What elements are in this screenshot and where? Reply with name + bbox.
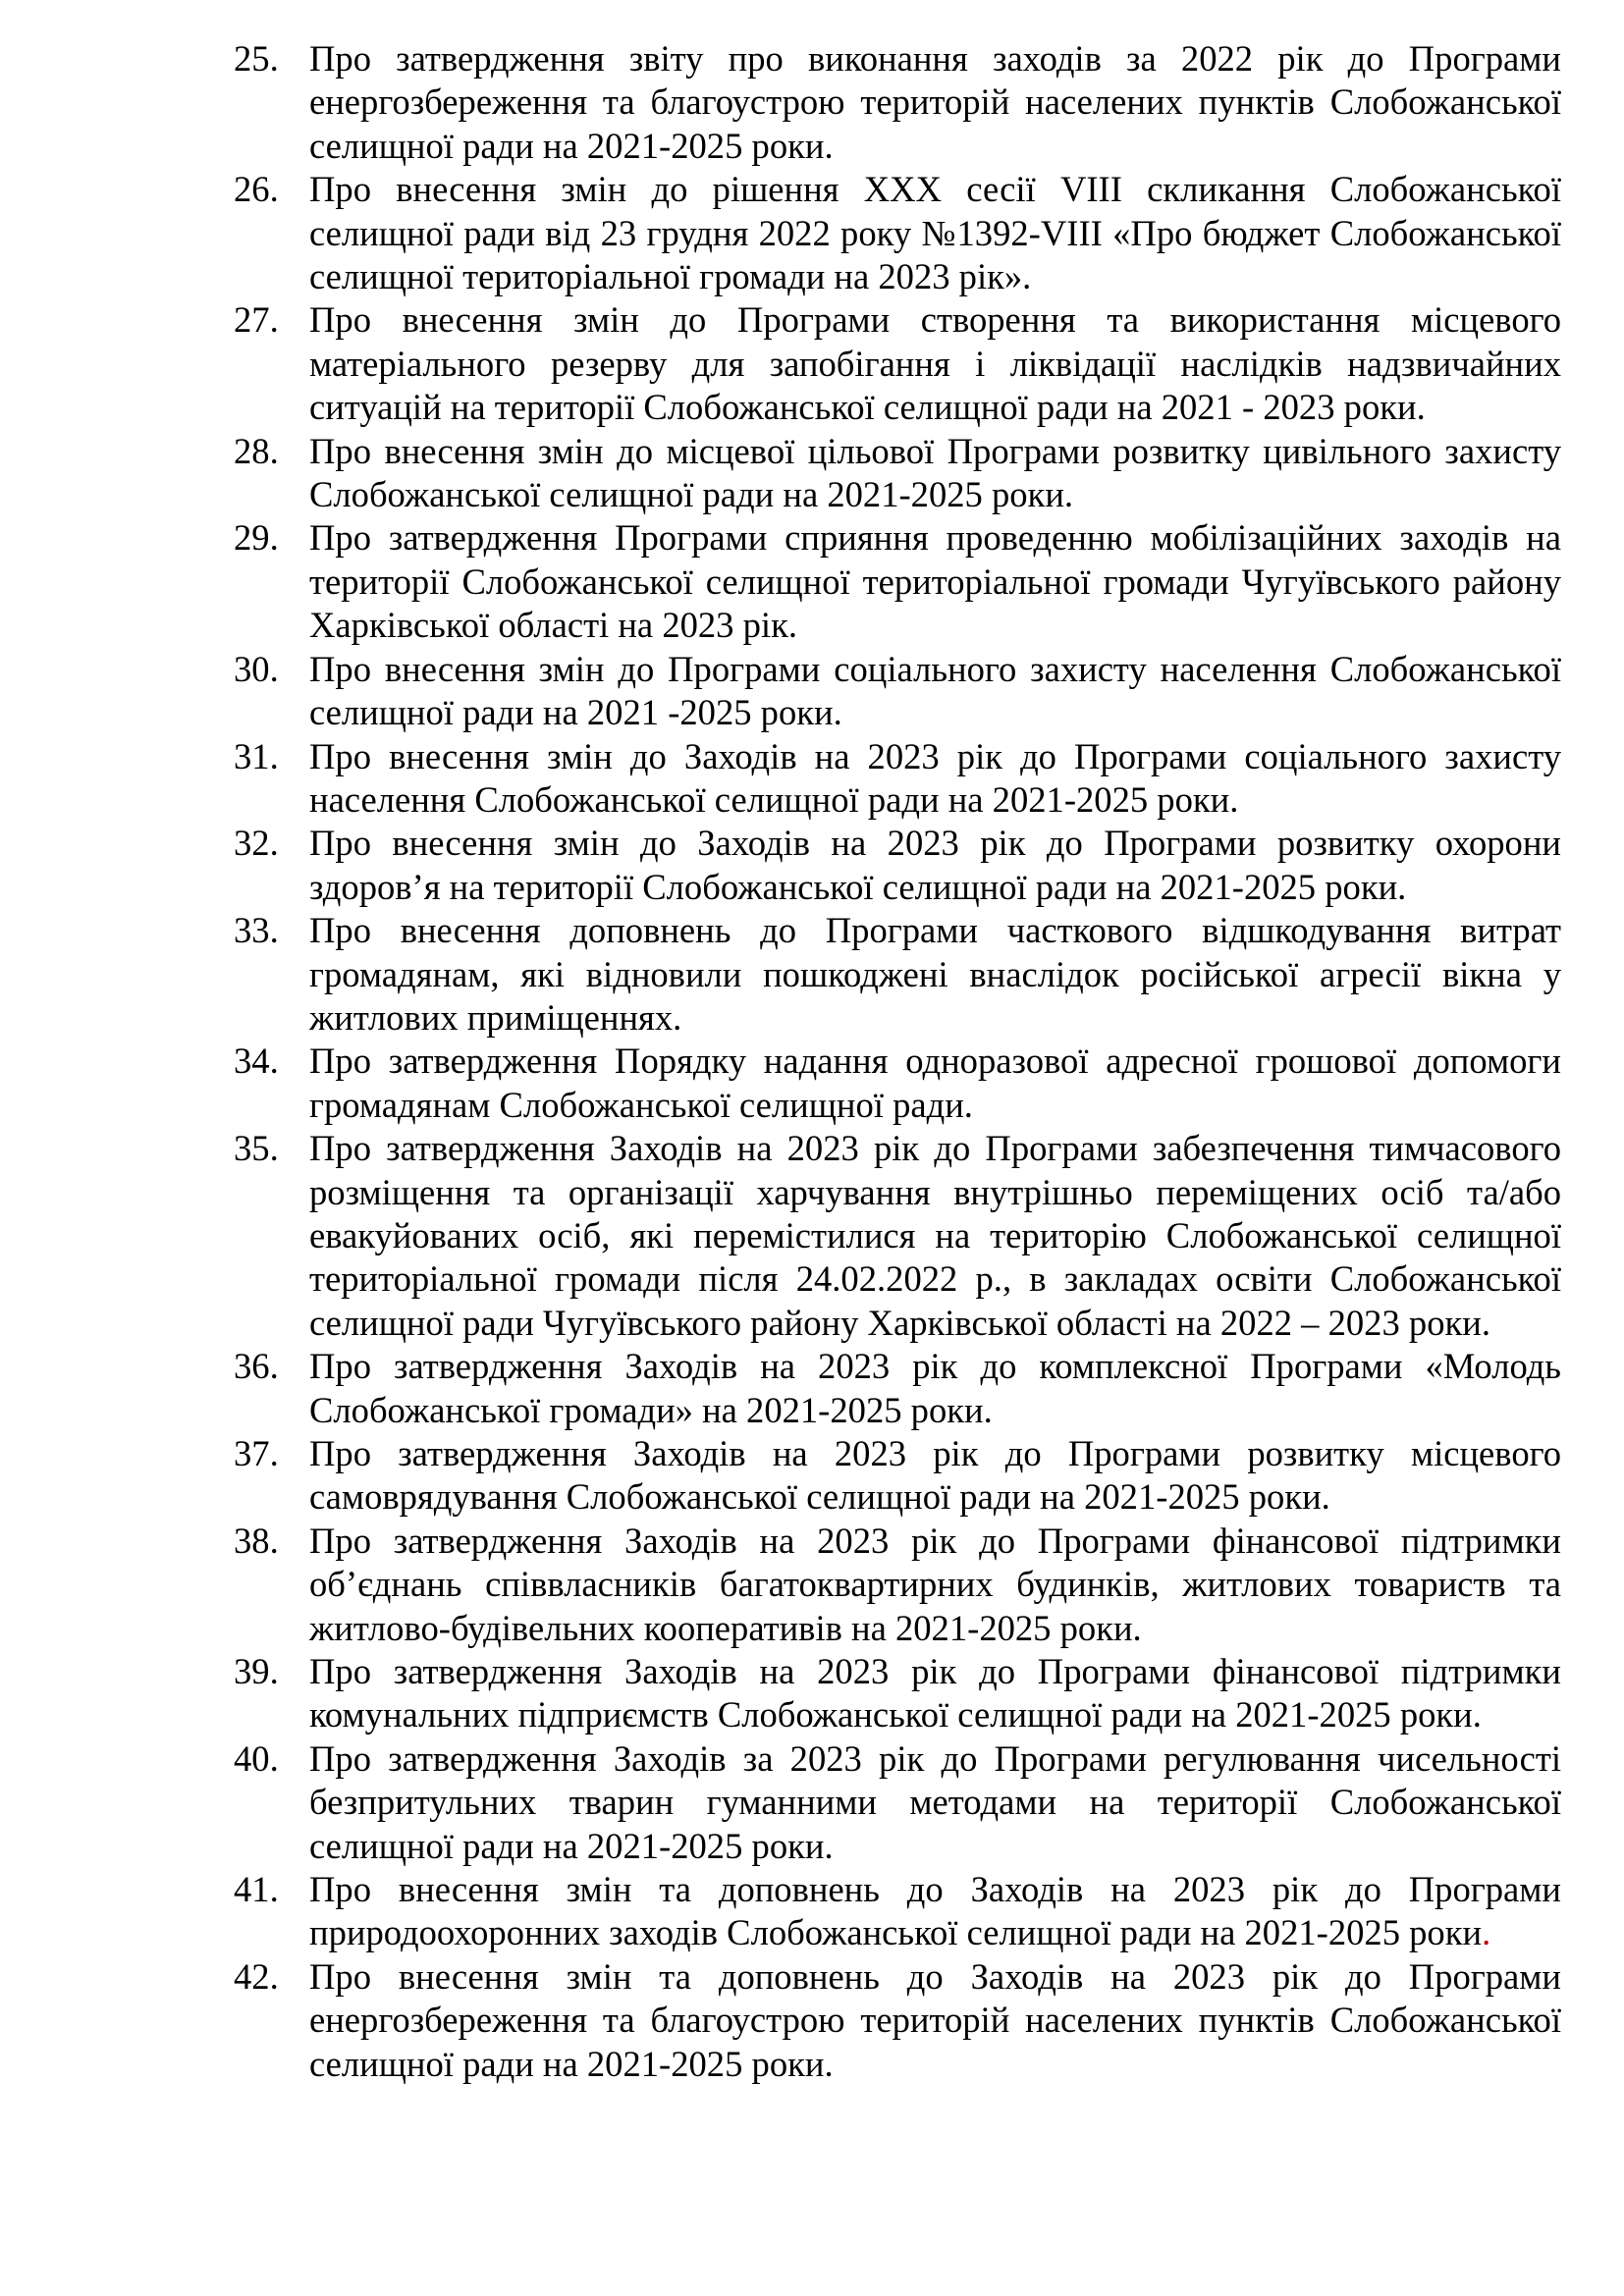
item-text: Про затвердження Заходів на 2023 рік до Програми фінансової підтримки комунальних підприємств Слобожанської селищної ради на 2021-2025 роки. (309, 1651, 1561, 1735)
item-text: Про внесення змін до Заходів на 2023 рік до Програми соціального захисту населення Слобожанської селищної ради на 2021-2025 роки. (309, 735, 1561, 820)
item-number: 42. (234, 1955, 279, 1997)
item-text: Про затвердження Заходів за 2023 рік до Програми регулювання чисельності безпритульних тварин гуманними методами на території Слобожанської селищної ради на 2021-2025 роки. (309, 1737, 1561, 1866)
agenda-item (221, 37, 1561, 168)
item-text: Про затвердження Заходів на 2023 рік до Програми розвитку місцевого самоврядування Слобожанської селищної ради на 2021-2025 роки. (309, 1433, 1561, 1518)
agenda-item (221, 648, 1561, 735)
item-text: Про затвердження Заходів на 2023 рік до комплексної Програми «Молодь Слобожанської громади» на 2021-2025 роки. (309, 1346, 1561, 1430)
item-text: Про внесення доповнень до Програми часткового відшкодування витрат громадянам, які відновили пошкоджені внаслідок російської агресії вікна у житлових приміщеннях. (309, 910, 1561, 1038)
agenda-item (221, 735, 1561, 823)
item-text: Про затвердження звіту про виконання заходів за 2022 рік до Програми енергозбереження та благоустрою територій населених пунктів Слобожанської селищної ради на 2021-2025 роки. (309, 38, 1561, 166)
item-number: 40. (234, 1737, 279, 1779)
item-text: Про затвердження Заходів на 2023 рік до Програми забезпечення тимчасового розміщення та організації харчування внутрішньо переміщених осіб та/або евакуйованих осіб, які перемістилися на територію Слобожанської селищної територіальної громади після 24.02.2022 р., в закладах освіти Слобожанської селищної ради Чугуївського району Харківської області на 2022 – 2023 роки. (309, 1128, 1561, 1343)
item-number: 25. (234, 38, 279, 79)
item-text: Про внесення змін до рішення XXX сесії VIII скликання Слобожанської селищної ради від 23 грудня 2022 року №1392-VIII «Про бюджет Слобожанської селищної територіальної громади на 2023 рік». (309, 169, 1561, 297)
item-number: 30. (234, 648, 279, 689)
item-text (309, 1868, 1561, 1955)
agenda-item (221, 516, 1561, 647)
item-number: 38. (234, 1520, 279, 1561)
agenda-item (221, 1737, 1561, 1868)
item-number: 35. (234, 1128, 279, 1169)
agenda-item (221, 1432, 1561, 1520)
item-text: Про внесення змін та доповнень до Заходів на 2023 рік до Програми енергозбереження та благоустрою територій населених пунктів Слобожанської селищної ради на 2021-2025 роки. (309, 1955, 1561, 2084)
item-text: Про затвердження Заходів на 2023 рік до Програми фінансової підтримки об’єднань співвласників багатоквартирних будинків, житлових товариств та житлово-будівельних кооперативів на 2021-2025 роки. (309, 1520, 1561, 1648)
item-text: Про внесення змін до місцевої цільової Програми розвитку цивільного захисту Слобожанської селищної ради на 2021-2025 роки. (309, 430, 1561, 515)
agenda-item (221, 298, 1561, 429)
agenda-item (221, 1345, 1561, 1432)
item-number: 32. (234, 823, 279, 864)
agenda-item (221, 168, 1561, 298)
agenda-item (221, 1650, 1561, 1737)
agenda-item (221, 1868, 1561, 1955)
agenda-list (221, 37, 1561, 2086)
item-text: Про внесення змін до Програми соціального захисту населення Слобожанської селищної ради на 2021 -2025 роки. (309, 648, 1561, 733)
item-number: 29. (234, 517, 279, 559)
item-text: Про затвердження Програми сприяння проведенню мобілізаційних заходів на території Слобожанської селищної територіальної громади Чугуївського району Харківської області на 2023 рік. (309, 517, 1561, 646)
item-number: 37. (234, 1433, 279, 1473)
item-text: Про внесення змін до Заходів на 2023 рік до Програми розвитку охорони здоров’я на території Слобожанської селищної ради на 2021-2025 роки. (309, 823, 1561, 907)
agenda-item (221, 1127, 1561, 1345)
item-text-body: Про внесення змін та доповнень до Заходів на 2023 рік до Програми природоохоронних заходів Слобожанської селищної ради на 2021-2025 роки (309, 1869, 1561, 1953)
item-number: 31. (234, 735, 279, 776)
item-text: Про затвердження Порядку надання одноразової адресної грошової допомоги громадянам Слобожанської селищної ради. (309, 1041, 1561, 1125)
agenda-item (221, 822, 1561, 909)
item-number: 26. (234, 169, 279, 210)
agenda-item (221, 1955, 1561, 2086)
agenda-item (221, 1040, 1561, 1127)
item-number: 27. (234, 299, 279, 341)
item-number: 33. (234, 910, 279, 951)
item-number: 36. (234, 1346, 279, 1387)
item-text: Про внесення змін до Програми створення та використання місцевого матеріального резерву для запобігання і ліквідації наслідків надзвичайних ситуацій на території Слобожанської селищної ради на 2021 - 2023 роки. (309, 299, 1561, 428)
agenda-item (221, 1520, 1561, 1650)
item-text-period: . (1482, 1912, 1491, 1953)
agenda-item (221, 430, 1561, 517)
agenda-item (221, 909, 1561, 1040)
item-number: 41. (234, 1869, 279, 1910)
item-number: 39. (234, 1651, 279, 1692)
item-number: 34. (234, 1041, 279, 1082)
item-number: 28. (234, 430, 279, 471)
